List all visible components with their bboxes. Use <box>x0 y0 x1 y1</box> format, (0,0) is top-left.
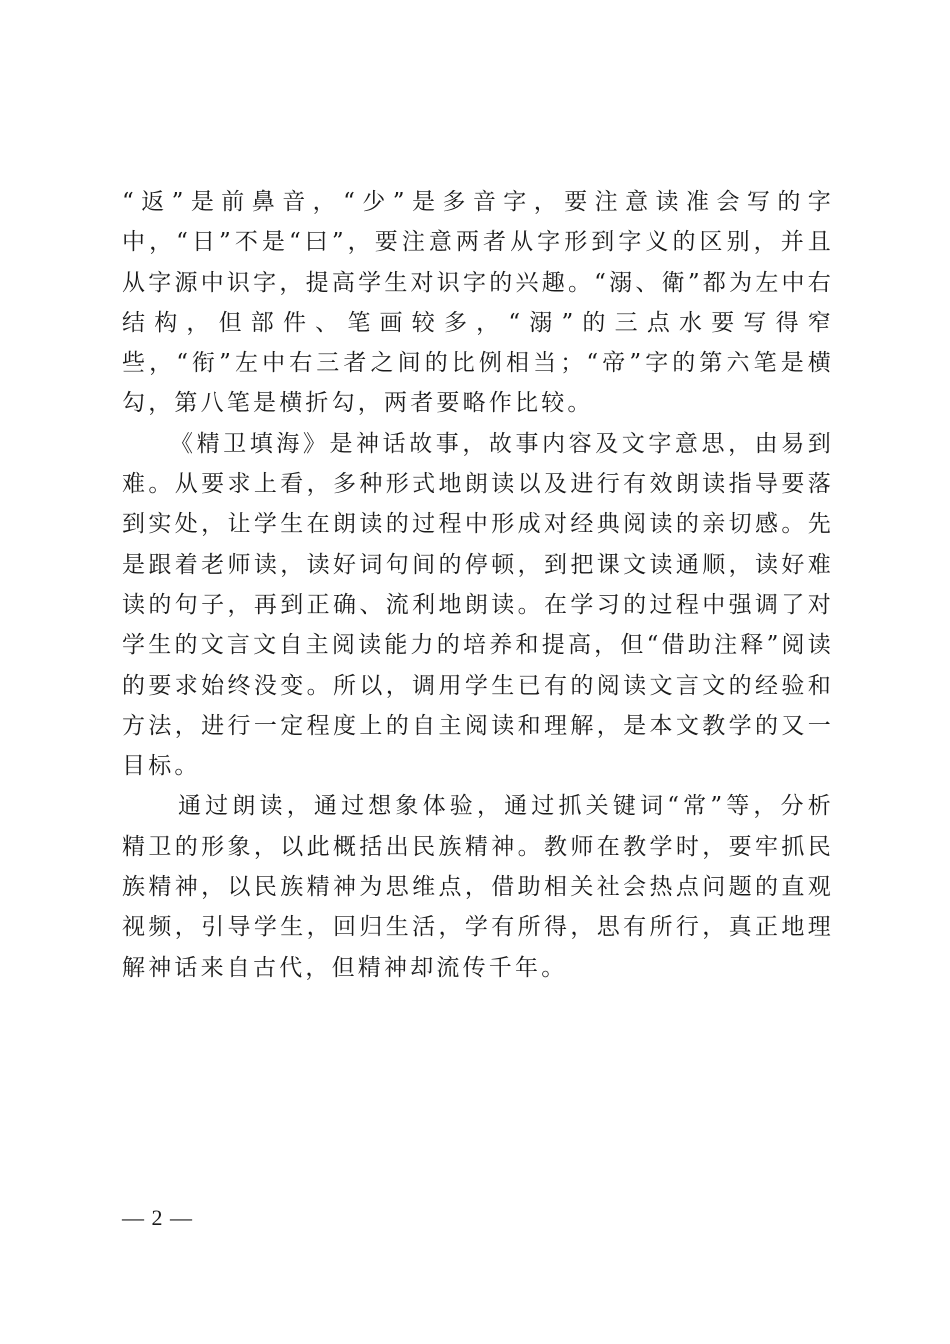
document-body <box>122 182 834 988</box>
paragraph-character-notes: “返”是前鼻音，“少”是多音字，要注意读准会写的字中，“日”不是“曰”，要注意两者从字形到字义的区别，并且从字源中识字，提高学生对识字的兴趣。“溺、衛”都为左中右结构，但部件、笔画较多，“溺”的三点水要写得窄些，“衔”左中右三者之间的比例相当；“帝”字的第六笔是横勾，第八笔是横折勾，两者要略作比较。 <box>122 189 834 417</box>
paragraph-reading-guidance: 《精卫填海》是神话故事，故事内容及文字意思，由易到难。从要求上看，多种形式地朗读以及进行有效朗读指导要落到实处，让学生在朗读的过程中形成对经典阅读的亲切感。先是跟着老师读，读好词句间的停顿，到把课文读通顺，读好难读的句子，再到正确、流利地朗读。在学习的过程中强调了对学生的文言文自主阅读能力的培养和提高，但“借助注释”阅读的要求始终没变。所以，调用学生已有的阅读文言文的经验和方法，进行一定程度上的自主阅读和理解，是本文教学的又一目标。 <box>122 430 834 780</box>
paragraph-national-spirit: 通过朗读，通过想象体验，通过抓关键词“常”等，分析精卫的形象，以此概括出民族精神。教师在教学时，要牢抓民族精神，以民族精神为思维点，借助相关社会热点问题的直观视频，引导学生，回归生活，学有所得，思有所行，真正地理解神话来自古代，但精神却流传千年。 <box>122 793 834 981</box>
page-number: — 2 — <box>122 1205 193 1230</box>
